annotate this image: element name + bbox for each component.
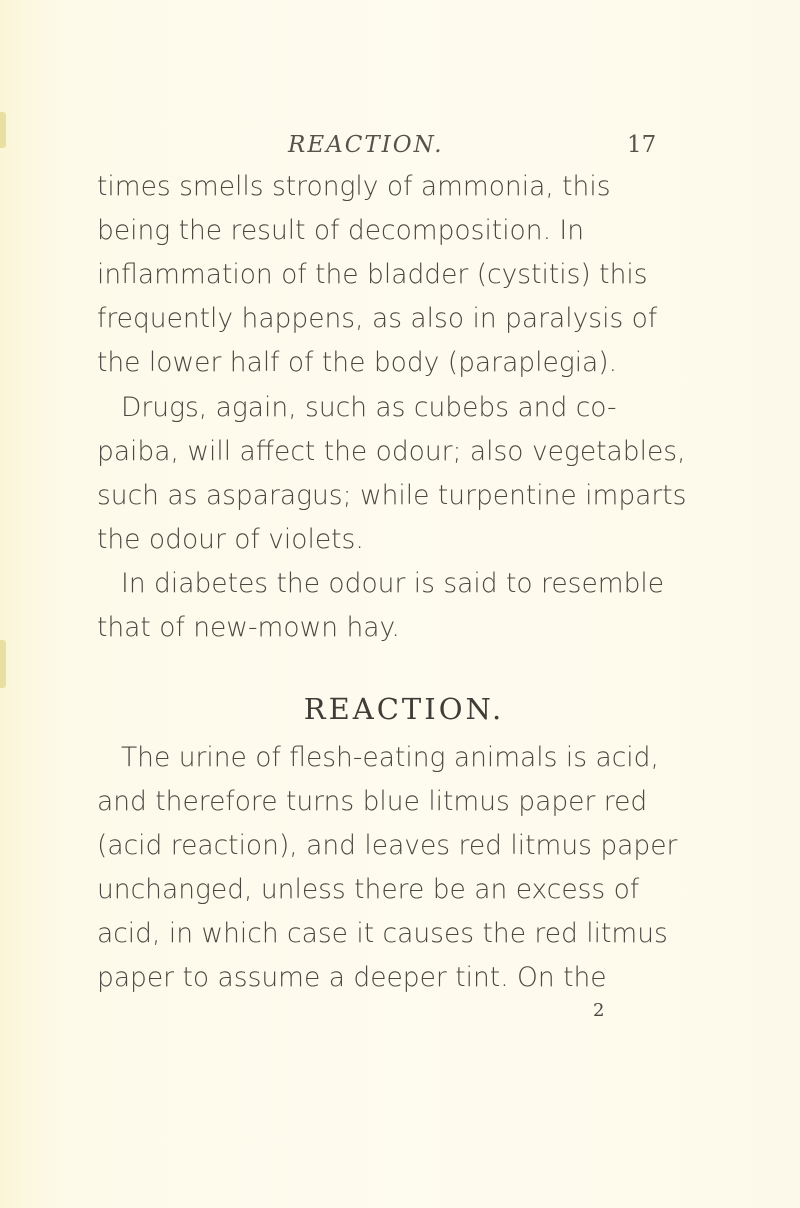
- section-heading: REACTION.: [303, 692, 505, 726]
- running-head: [0, 128, 800, 168]
- text-line: frequently happens, as also in paralysis of: [97, 303, 658, 334]
- text-line: The urine of flesh-eating animals is acid,: [121, 742, 659, 773]
- text-line: paper to assume a deeper tint. On the: [97, 962, 607, 993]
- text-line: the odour of violets.: [97, 524, 364, 555]
- text-line: Drugs, again, such as cubebs and co-: [121, 392, 617, 423]
- page-number: 17: [627, 132, 657, 158]
- text-line: In diabetes the odour is said to resemble: [121, 568, 665, 599]
- text-line: inflammation of the bladder (cystitis) this: [97, 259, 648, 290]
- text-line: the lower half of the body (paraplegia).: [97, 347, 618, 378]
- text-line: being the result of decomposition. In: [97, 215, 585, 246]
- text-line: acid, in which case it causes the red litmus: [97, 918, 668, 949]
- text-line: that of new-mown hay.: [97, 612, 400, 643]
- signature-mark: 2: [593, 1000, 605, 1021]
- text-line: (acid reaction), and leaves red litmus paper: [97, 830, 678, 861]
- running-head-title: REACTION.: [288, 132, 444, 158]
- text-line: paiba, will affect the odour; also vegetables,: [97, 436, 686, 467]
- text-line: such as asparagus; while turpentine imparts: [97, 480, 687, 511]
- text-line: and therefore turns blue litmus paper red: [97, 786, 648, 817]
- text-line: times smells strongly of ammonia, this: [97, 171, 611, 202]
- text-line: unchanged, unless there be an excess of: [97, 874, 640, 905]
- page-edge-stain: [0, 640, 6, 688]
